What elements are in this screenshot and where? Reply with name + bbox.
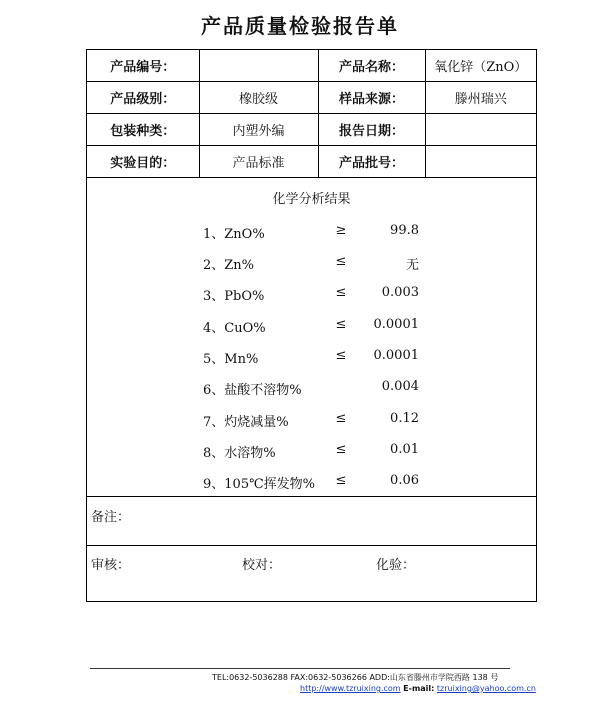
info-row — [87, 82, 536, 114]
result-name: 8、水溶物% — [203, 446, 276, 461]
results-title: 化学分析结果 — [272, 192, 351, 207]
result-name: 9、105℃挥发物% — [203, 477, 315, 492]
footer-contact: TEL:0632-5036288 FAX:0632-5036266 ADD:山东省滕州市学院西路 138 号 — [212, 673, 499, 682]
result-name: 7、灼烧减量% — [203, 415, 289, 430]
result-operator: ≤ — [335, 473, 347, 488]
sample-source-label: 样品来源： — [318, 82, 425, 114]
result-name: 5、Mn% — [203, 352, 259, 367]
product-number-value — [199, 50, 318, 82]
purpose-value: 产品标准 — [199, 146, 318, 178]
result-value: 0.003 — [381, 285, 419, 300]
result-name: 1、ZnO% — [203, 227, 265, 242]
result-value: 0.01 — [390, 442, 419, 457]
result-value: 无 — [405, 258, 419, 273]
info-row — [87, 50, 536, 82]
result-row — [87, 442, 536, 462]
info-row — [87, 146, 536, 178]
report-date-label: 报告日期： — [318, 114, 425, 146]
divider — [87, 545, 536, 546]
result-operator: ≤ — [335, 254, 347, 269]
footer-divider — [90, 668, 510, 669]
result-value: 99.8 — [390, 223, 419, 238]
batch-number-value — [425, 146, 536, 178]
page-title: 产品质量检验报告单 — [201, 14, 399, 38]
result-name: 4、CuO% — [203, 321, 266, 336]
result-name: 3、PbO% — [203, 289, 265, 304]
purpose-label: 实验目的： — [87, 146, 199, 178]
analysis-results — [87, 182, 536, 495]
report-sheet — [86, 49, 537, 602]
footer-links — [300, 684, 536, 693]
website-link[interactable]: http://www.tzruixing.com — [300, 684, 401, 693]
result-row — [87, 379, 536, 399]
result-operator: ≤ — [335, 285, 347, 300]
packaging-label: 包装种类： — [87, 114, 199, 146]
result-operator: ≤ — [335, 348, 347, 363]
product-grade-value: 橡胶级 — [199, 82, 318, 114]
product-grade-label: 产品级别： — [87, 82, 199, 114]
result-operator: ≤ — [335, 442, 347, 457]
result-operator: ≥ — [335, 223, 347, 238]
result-value: 0.0001 — [373, 317, 419, 332]
result-operator: ≤ — [335, 411, 347, 426]
result-value: 0.12 — [390, 411, 419, 426]
batch-number-label: 产品批号： — [318, 146, 425, 178]
info-row — [87, 114, 536, 146]
product-name-label: 产品名称： — [318, 50, 425, 82]
result-operator: ≤ — [335, 317, 347, 332]
result-row — [87, 254, 536, 274]
result-name: 2、Zn% — [203, 258, 255, 273]
tester-label: 化验： — [376, 558, 416, 573]
sample-source-value: 滕州瑞兴 — [425, 82, 536, 114]
email-label: E-mail: — [403, 684, 435, 693]
report-date-value — [425, 114, 536, 146]
product-name-value: 氧化锌（ZnO） — [425, 50, 536, 82]
result-row — [87, 348, 536, 368]
proofreader-label: 校对： — [242, 558, 282, 573]
divider — [87, 496, 536, 497]
email-link[interactable]: tzruixing@yahoo.com.cn — [436, 684, 536, 693]
result-value: 0.004 — [381, 379, 419, 394]
product-number-label: 产品编号： — [87, 50, 199, 82]
remarks-label: 备注： — [91, 510, 131, 525]
packaging-value: 内塑外编 — [199, 114, 318, 146]
result-value: 0.0001 — [373, 348, 419, 363]
result-row — [87, 223, 536, 243]
result-row — [87, 411, 536, 431]
result-value: 0.06 — [390, 473, 419, 488]
reviewer-label: 审核： — [91, 558, 131, 573]
result-row — [87, 285, 536, 305]
result-row — [87, 473, 536, 493]
result-row — [87, 317, 536, 337]
info-table — [87, 50, 536, 178]
result-name: 6、盐酸不溶物% — [203, 383, 302, 398]
